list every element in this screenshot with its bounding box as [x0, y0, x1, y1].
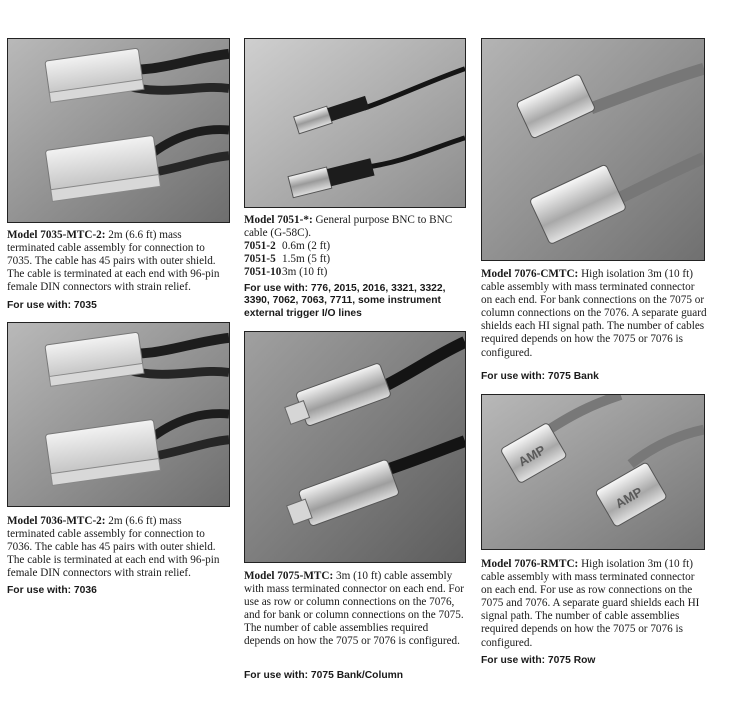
model-7075-mtc: Model 7075-MTC: — [244, 570, 334, 582]
use-with-7075-bank: For use with: 7075 Bank — [481, 371, 599, 382]
use-with-7075-row: For use with: 7075 Row — [481, 655, 596, 666]
photo-7051-bnc-cable — [244, 38, 466, 208]
model-7036-mtc-2: Model 7036-MTC-2: — [7, 515, 106, 527]
photo-7036-mtc-2 — [7, 322, 230, 507]
use-with-7035: For use with: 7035 — [7, 300, 97, 311]
variant-row: 7051-5 1.5m (5 ft) — [244, 253, 331, 266]
description-7076-cmtc: Model 7076-CMTC: High isolation 3m (10 ft) cable assembly with mass terminated connector on each end. For bank connections on the 7075 or column connections on the 7076. A separate guard shields each HI signal path. The number of cables required depends on how the 7075 or 7076 is configured. — [481, 268, 707, 359]
photo-7035-mtc-2 — [7, 38, 230, 223]
variant-row: 7051-2 0.6m (2 ft) — [244, 240, 331, 253]
photo-7075-mtc — [244, 331, 466, 563]
use-with-7075-bank-column: For use with: 7075 Bank/Column — [244, 670, 404, 681]
description-7035-mtc-2: Model 7035-MTC-2: 2m (6.6 ft) mass terminated cable assembly for connection to 7035. The cable has 45 pairs with outer shield. The cable is terminated at each end with 96-pin female DIN connectors with strain relief. — [7, 229, 220, 294]
photo-7076-rmtc — [481, 394, 705, 550]
model-7076-rmtc: Model 7076-RMTC: — [481, 558, 579, 570]
model-7035-mtc-2: Model 7035-MTC-2: — [7, 229, 106, 241]
use-with-7051: For use with: 776, 2015, 2016, 3321, 3322, 3390, 7062, 7063, 7711, some instrument external trigger I/O lines — [244, 283, 446, 319]
description-7076-rmtc: Model 7076-RMTC: High isolation 3m (10 ft) cable assembly with mass terminated connector on each end. For use as row connections on the 7075 and 7076. A separate guard shields each HI signal path. The number of cable assemblies required depends on how the 7075 or 7076 is configured. — [481, 558, 700, 649]
variant-row: 7051-10 3m (10 ft) — [244, 266, 328, 279]
model-7076-cmtc: Model 7076-CMTC: — [481, 268, 579, 280]
amp-logo: AMP — [612, 483, 645, 512]
model-7051: Model 7051-*: — [244, 214, 313, 226]
photo-7076-cmtc — [481, 38, 705, 261]
description-7075-mtc: Model 7075-MTC: 3m (10 ft) cable assembly with mass terminated connector on each end. For use as row or column connections on the 7076, and for bank or column connections on the 7075. The number of cable assemblies required depends on how the 7075 or 7076 is configured. — [244, 570, 464, 648]
description-7036-mtc-2: Model 7036-MTC-2: 2m (6.6 ft) mass terminated cable assembly for connection to 7036. The cable has 45 pairs with outer shield. The cable is terminated at each end with 96-pin female DIN connectors with strain relief. — [7, 515, 220, 580]
amp-logo: AMP — [515, 442, 548, 470]
description-7051: Model 7051-*: General purpose BNC to BNC cable (G-58C). 7051-2 0.6m (2 ft) 7051-5 1.5m (5 ft) 7051-10 3m (10 ft) — [244, 214, 466, 279]
use-with-7036: For use with: 7036 — [7, 585, 97, 596]
